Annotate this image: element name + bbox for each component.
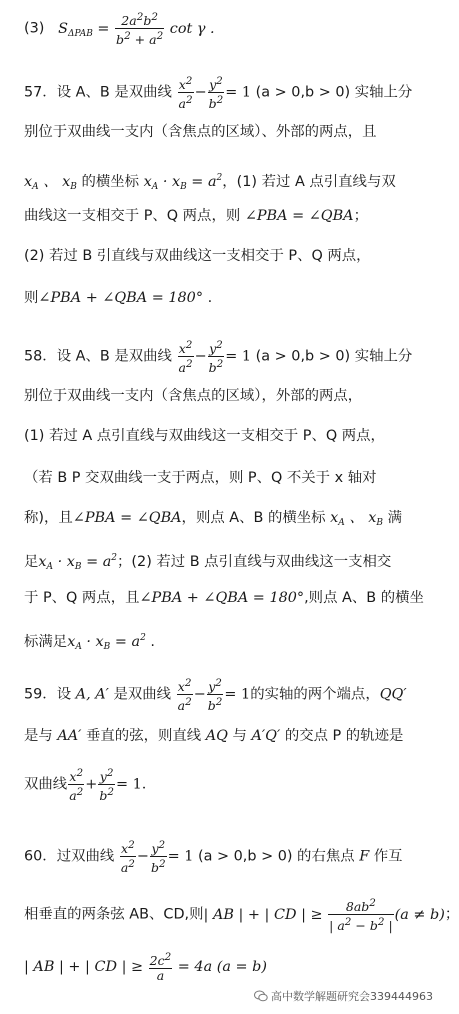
hyperbola-x-term: $\frac{x^2}{a^2}$ [177,677,192,714]
text: 则 [24,290,39,306]
p57-line6: 则∠PBA + ∠QBA = 180° . [24,290,213,306]
p60-line2: 相垂直的两条弦 AB、CD,则| AB | + | CD | ≥ $\frac{8ab^2}{| a^2 - b^2 |}$ (a ≠ b)； [24,897,459,934]
text: 于 P、Q 两点，且 [24,590,140,606]
formula: | AB | + | CD | ≥ $\frac{8ab^2}{| a^2 - b^2 |}$ (a ≠ b) [203,897,445,934]
text: 的交点 P 的轨迹是 [284,728,404,744]
text: 相垂直的两条弦 AB、CD,则 [24,906,204,923]
ellipse-x-term: $\frac{x^2}{a^2}$ [69,767,84,804]
p57-line5: (2) 若过 B 引直线与双曲线这一支相交于 P、Q 两点， [24,248,371,264]
formula: A′Q′ [251,728,281,744]
p57-line2: 别位于双曲线一支内（含焦点的区域）、外部的两点，且 [24,124,377,140]
text: 标满足 [24,634,68,650]
watermark-text: 高中数学解题研究会339444963 [271,990,433,1003]
text: 足 [24,554,39,570]
hyperbola-x-term: $\frac{x^2}{a^2}$ [178,75,193,112]
text: ，(1) 若过 A 点引直线与双 [222,174,396,190]
item-number: (3) [24,20,45,37]
text: (a > 0,b > 0) 的右焦点 [198,848,355,865]
p58-line8: 标满足$x_A \cdot x_B = a^2$ . [24,633,155,652]
hyperbola-y-term: $\frac{y^2}{b^2}$ [207,677,223,714]
text: 作互 [373,848,403,865]
text: ,则点 A、B 的横坐 [304,590,424,606]
formula: AQ [205,728,228,744]
p58-line6 [24,546,391,579]
p59-line1: 59．设 A, A′ 是双曲线 $\frac{x^2}{a^2}$ − $\frac{y^2}{b^2}$ = 1的实轴的两个端点，QQ′ [24,677,407,714]
text: 垂直的弦，则直线 [86,728,202,744]
text: 的实轴的两个端点， [250,686,380,703]
formula: $x_A \cdot x_B = a^2$ [67,633,146,652]
text: 是与 [24,728,53,744]
formula: $x_A$ 、 $x_B$ [24,174,77,192]
p57-line3 [24,166,396,199]
formula: ∠PBA = ∠QBA [244,208,354,224]
hyperbola-y-term: $\frac{y^2}{b^2}$ [208,75,224,112]
formula: $x_A \cdot x_B = a^2$ [38,553,118,572]
hyperbola-y-term: $\frac{y^2}{b^2}$ [208,339,224,376]
text: 58．设 A、B 是双曲线 [24,348,172,365]
wechat-icon [254,990,268,1002]
text: ，则点 A、B 的横坐标 [181,510,326,526]
p58-line1: 58．设 A、B 是双曲线 $\frac{x^2}{a^2}$ − $\frac{y^2}{b^2}$ = 1 (a > 0,b > 0) 实轴上分 [24,339,413,376]
ellipse-y-term: $\frac{y^2}{b^2}$ [99,767,114,804]
text: 60．过双曲线 [24,848,115,865]
p60-line1: 60．过双曲线 $\frac{x^2}{a^2}$ − $\frac{y^2}{b^2}$ = 1 (a > 0,b > 0) 的右焦点 F 作互 [24,839,403,876]
formula: $S_{\Delta PAB}$ = $\frac{2a^2b^2}{b^2 + a^2}$ cot γ . [48,11,215,48]
p57-line4: 曲线这一支相交于 P、Q 两点，则 ∠PBA = ∠QBA； [24,208,368,224]
formula: ∠PBA + ∠QBA = 180° [38,290,204,306]
text: (a > 0,b > 0) 实轴上分 [255,84,413,101]
formula: QQ′ [379,686,407,703]
formula: AA′ [57,728,82,744]
text: 57．设 A、B 是双曲线 [24,84,172,101]
text: 称)，且 [24,510,73,526]
p58-line2: 别位于双曲线一支内（含焦点的区域），外部的两点， [24,388,363,404]
hyperbola-x-term: $\frac{x^2}{a^2}$ [178,339,193,376]
p59-line2 [24,724,403,748]
item-3-formula [24,10,215,47]
text: 是双曲线 [113,686,172,703]
text: 满 [387,510,403,526]
text: ；(2) 若过 B 点引直线与双曲线这一支相交 [117,554,392,570]
p58-line7 [24,586,424,610]
p58-line5 [24,506,402,535]
p58-line4: （若 B P 交双曲线一支于两点，则 P、Q 不关于 x 轴对 [24,470,377,486]
p57-line1: 57．设 A、B 是双曲线 $\frac{x^2}{a^2}$ − $\frac{y^2}{b^2}$ = 1 (a > 0,b > 0) 实轴上分 [24,75,413,112]
formula: | AB | + | CD | ≥ $\frac{2c^2}{a}$ = 4a (a = b) [24,951,267,984]
formula: ∠PBA = ∠QBA [72,510,182,526]
text: 曲线这一支相交于 P、Q 两点，则 [24,208,241,224]
formula: ∠PBA + ∠QBA = 180° [139,590,305,606]
watermark [254,988,433,1004]
formula: $x_A \cdot x_B = a^2$ [143,173,223,192]
p60-line3 [24,950,267,983]
text: 的横坐标 [81,174,140,190]
hyperbola-x-term: $\frac{x^2}{a^2}$ [120,839,135,876]
text: 双曲线 [24,776,68,793]
formula: A, A′ [75,686,109,703]
p59-line3: 双曲线 $\frac{x^2}{a^2}$ + $\frac{y^2}{b^2}$ = 1. [24,767,147,804]
p58-line3: (1) 若过 A 点引直线与双曲线这一支相交于 P、Q 两点， [24,428,385,444]
formula: $x_A$ 、 $x_B$ [330,510,384,528]
text: 与 [232,728,247,744]
text: (a > 0,b > 0) 实轴上分 [255,348,413,365]
formula: F [359,848,370,865]
text: 59．设 [24,686,72,703]
hyperbola-y-term: $\frac{y^2}{b^2}$ [150,839,166,876]
